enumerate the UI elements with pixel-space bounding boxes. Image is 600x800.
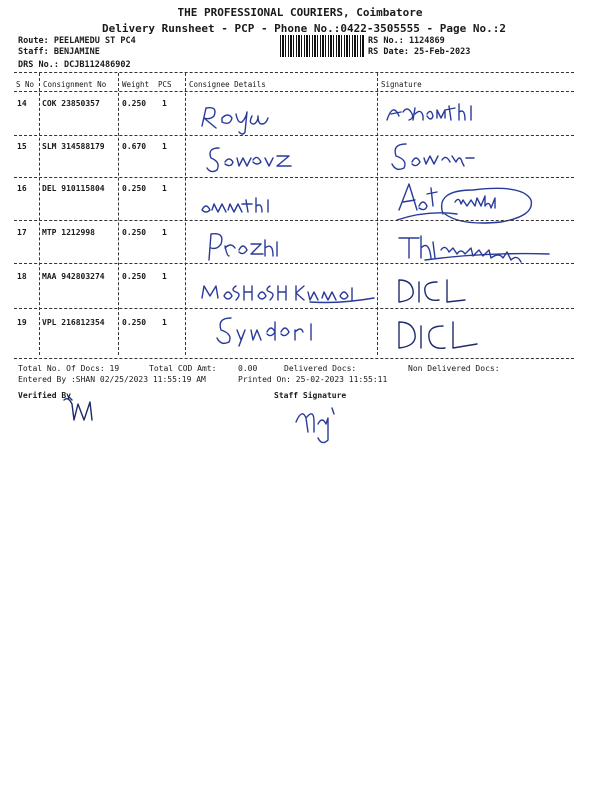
column-separator [39,73,40,355]
divider [14,263,574,264]
route-label: Route: PEELAMEDU ST PC4 [18,36,136,46]
divider [14,220,574,221]
company-title: THE PROFESSIONAL COURIERS, Coimbatore [177,6,423,19]
column-separator [185,73,186,355]
row-consignment: DEL 910115804 [42,184,105,193]
rs-number: RS No.: 1124869 [368,36,445,46]
column-separator [118,73,119,355]
rs-date: RS Date: 25-Feb-2023 [368,47,471,57]
row-consignment: MTP 1212998 [42,228,95,237]
row-weight: 0.250 [122,99,147,108]
signature-handwriting [395,180,535,224]
row-sno: 19 [17,318,27,327]
row-pcs: 1 [162,318,167,327]
column-header-signature: Signature [381,80,422,89]
divider [14,91,574,92]
signature-handwriting [395,318,485,352]
consignee-handwriting [215,314,355,348]
signature-handwriting [385,100,485,126]
non-delivered-docs: Non Delivered Docs: [408,364,500,373]
verified-by-label: Verified By [18,391,71,400]
delivered-docs: Delivered Docs: [284,364,357,373]
consignee-handwriting [200,282,380,304]
column-separator [377,73,378,355]
row-pcs: 1 [162,142,167,151]
row-pcs: 1 [162,99,167,108]
divider [14,135,574,136]
row-sno: 18 [17,272,27,281]
signature-handwriting [390,140,480,172]
row-weight: 0.250 [122,318,147,327]
column-header-pcs: PCS [158,80,172,89]
total-cod-amount: 0.00 [238,364,258,373]
row-weight: 0.250 [122,228,147,237]
divider [14,308,574,309]
divider [14,72,574,73]
row-pcs: 1 [162,228,167,237]
consignee-handwriting [200,104,280,132]
row-weight: 0.670 [122,142,147,151]
divider [14,358,574,359]
printed-on: Printed On: 25-02-2023 11:55:11 [238,375,388,384]
signature-handwriting [395,232,555,264]
row-sno: 15 [17,142,27,151]
row-weight: 0.250 [122,184,147,193]
staff-signature-label: Staff Signature [274,391,347,400]
row-consignment: SLM 314588179 [42,142,105,151]
divider [14,177,574,178]
verified-signature [62,394,112,426]
entered-by: Entered By :SHAN 02/25/2023 11:55:19 AM [18,375,206,384]
row-pcs: 1 [162,272,167,281]
column-header-weight: Weight [122,80,150,89]
staff-label: Staff: BENJAMINE [18,47,100,57]
consignee-handwriting [200,196,280,216]
signature-handwriting [395,276,475,306]
row-consignment: COK 23850357 [42,99,100,108]
column-header-sno: S No [16,80,35,89]
drs-number: DRS No.: DCJB112486902 [18,60,131,70]
row-consignment: MAA 942803274 [42,272,105,281]
column-header-consignee: Consignee Details [189,80,266,89]
column-header-consignment: Consignment No [43,80,107,89]
total-docs: Total No. Of Docs: 19 [18,364,120,373]
staff-signature [294,400,354,444]
consignee-handwriting [205,230,295,262]
consignee-handwriting [205,144,295,172]
row-sno: 17 [17,228,27,237]
row-weight: 0.250 [122,272,147,281]
total-cod-label: Total COD Amt: [149,364,217,373]
row-sno: 16 [17,184,27,193]
row-pcs: 1 [162,184,167,193]
row-consignment: VPL 216812354 [42,318,105,327]
runsheet-subtitle: Delivery Runsheet - PCP - Phone No.:0422-3505555 - Page No.:2 [102,22,506,35]
barcode [280,35,364,57]
row-sno: 14 [17,99,27,108]
